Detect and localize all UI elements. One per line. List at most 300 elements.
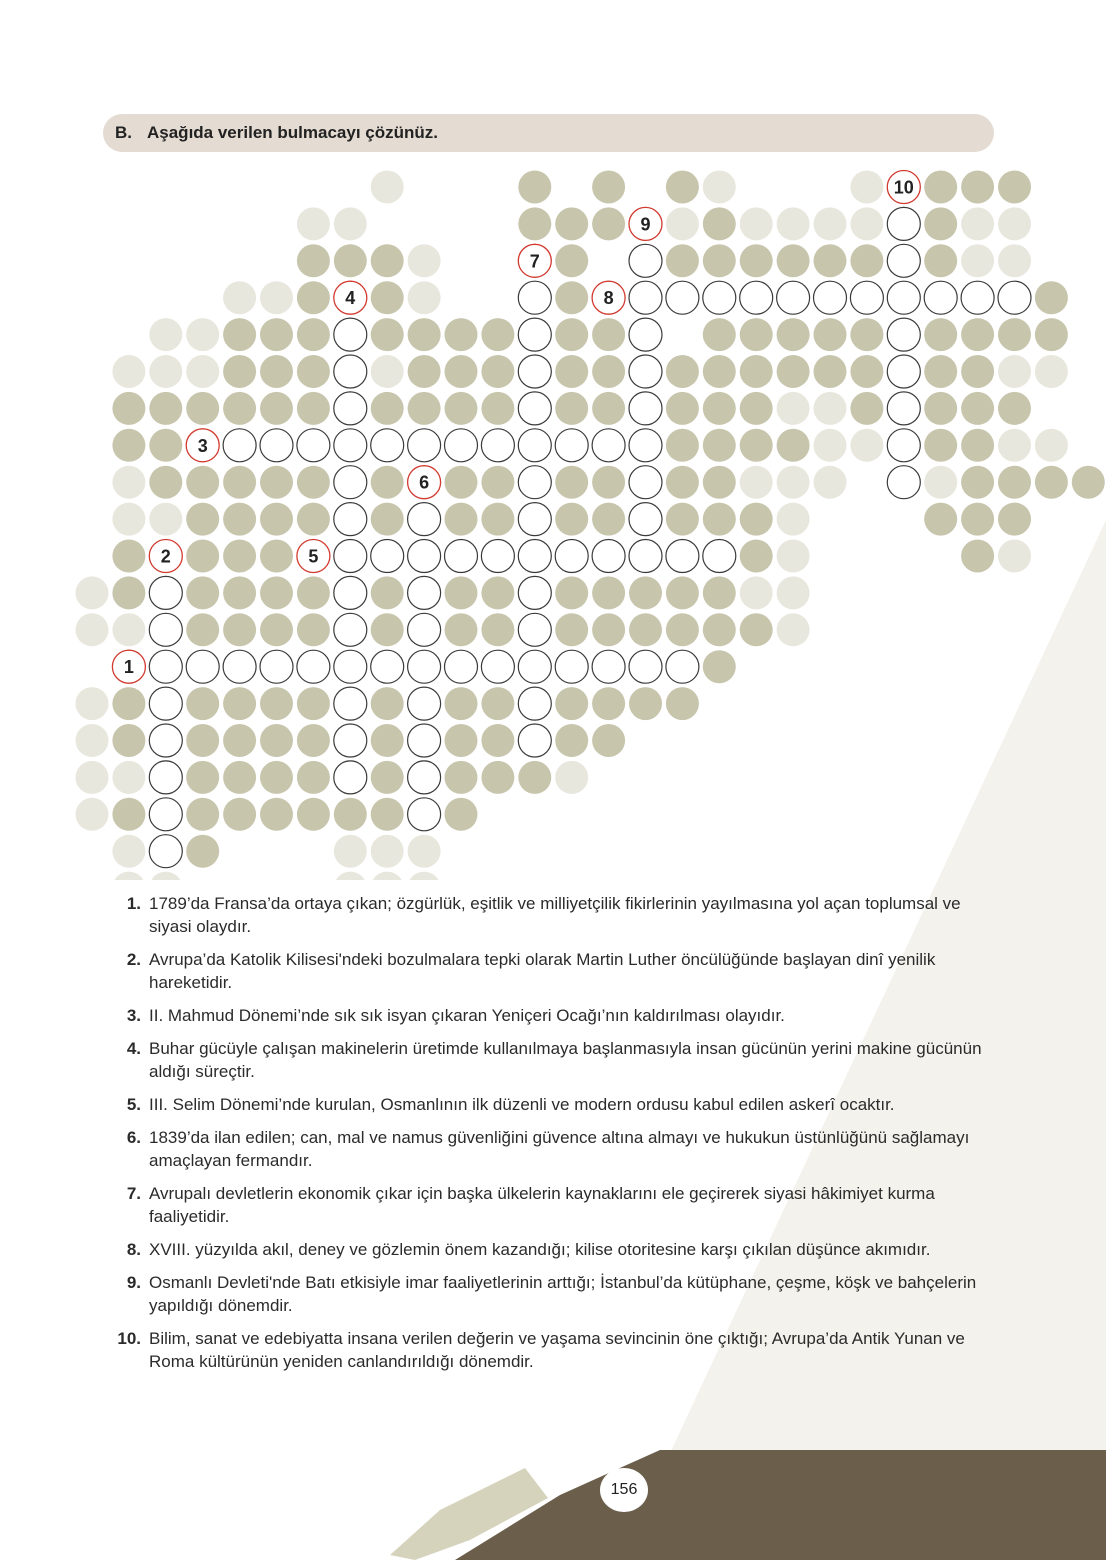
answer-cell[interactable] <box>260 429 293 462</box>
decorative-dot <box>334 207 367 240</box>
answer-cell[interactable] <box>297 650 330 683</box>
clue-number-label: 3 <box>197 435 208 456</box>
clue-item <box>108 1238 988 1261</box>
decorative-dot <box>186 687 219 720</box>
decorative-dot <box>223 318 256 351</box>
answer-cell[interactable] <box>334 576 367 609</box>
decorative-dot <box>1035 466 1068 499</box>
decorative-dot <box>371 835 404 868</box>
answer-cell[interactable] <box>629 466 662 499</box>
answer-cell[interactable] <box>445 540 478 573</box>
decorative-dot <box>814 466 847 499</box>
decorative-dot <box>186 355 219 388</box>
answer-cell[interactable] <box>961 281 994 314</box>
decorative-dot <box>703 466 736 499</box>
answer-cell[interactable] <box>408 429 441 462</box>
clue-number-label: 9 <box>640 214 651 235</box>
decorative-dot <box>334 872 367 880</box>
answer-cell[interactable] <box>149 613 182 646</box>
answer-cell[interactable] <box>592 429 625 462</box>
decorative-dot <box>666 429 699 462</box>
answer-cell[interactable] <box>334 318 367 351</box>
answer-cell[interactable] <box>518 650 551 683</box>
decorative-dot <box>555 355 588 388</box>
answer-cell[interactable] <box>334 761 367 794</box>
decorative-dot <box>260 613 293 646</box>
answer-cell[interactable] <box>887 318 920 351</box>
decorative-dot <box>112 429 145 462</box>
answer-cell[interactable] <box>887 355 920 388</box>
decorative-dot <box>186 835 219 868</box>
decorative-dot <box>777 576 810 609</box>
decorative-dot <box>814 355 847 388</box>
decorative-dot <box>1035 429 1068 462</box>
decorative-dot <box>371 171 404 204</box>
decorative-dot <box>260 318 293 351</box>
decorative-dot <box>371 761 404 794</box>
clue-item <box>108 892 988 938</box>
decorative-dot <box>371 503 404 536</box>
answer-cell[interactable] <box>777 281 810 314</box>
clue-number: 2. <box>126 950 141 969</box>
decorative-dot <box>518 761 551 794</box>
decorative-dot <box>260 540 293 573</box>
answer-cell[interactable] <box>334 613 367 646</box>
decorative-dot <box>297 761 330 794</box>
clue-item <box>108 1004 988 1027</box>
decorative-dot <box>740 318 773 351</box>
decorative-dot <box>186 613 219 646</box>
clue-number: 8. <box>126 1240 141 1259</box>
decorative-dot <box>555 318 588 351</box>
answer-cell[interactable] <box>629 355 662 388</box>
answer-cell[interactable] <box>149 798 182 831</box>
decorative-dot <box>666 207 699 240</box>
answer-cell[interactable] <box>223 650 256 683</box>
answer-cell[interactable] <box>629 540 662 573</box>
decorative-dot <box>260 466 293 499</box>
section-instruction: Aşağıda verilen bulmacayı çözünüz. <box>147 123 438 142</box>
decorative-dot <box>703 244 736 277</box>
decorative-dot <box>555 503 588 536</box>
answer-cell[interactable] <box>408 761 441 794</box>
answer-cell[interactable] <box>223 429 256 462</box>
answer-cell[interactable] <box>408 650 441 683</box>
decorative-dot <box>555 724 588 757</box>
decorative-dot <box>445 724 478 757</box>
answer-cell[interactable] <box>334 392 367 425</box>
answer-cell[interactable] <box>408 503 441 536</box>
answer-cell[interactable] <box>666 281 699 314</box>
answer-cell[interactable] <box>629 318 662 351</box>
decorative-dot <box>555 207 588 240</box>
answer-cell[interactable] <box>481 429 514 462</box>
decorative-dot <box>334 244 367 277</box>
answer-cell[interactable] <box>629 650 662 683</box>
answer-cell[interactable] <box>518 503 551 536</box>
decorative-dot <box>445 687 478 720</box>
decorative-dot <box>297 392 330 425</box>
answer-cell[interactable] <box>149 724 182 757</box>
decorative-dot <box>260 761 293 794</box>
decorative-dot <box>1072 466 1105 499</box>
decorative-dot <box>666 392 699 425</box>
decorative-dot <box>149 355 182 388</box>
clue-number-label: 10 <box>893 177 914 198</box>
decorative-dot <box>112 835 145 868</box>
answer-cell[interactable] <box>518 466 551 499</box>
answer-cell[interactable] <box>666 540 699 573</box>
decorative-dot <box>666 244 699 277</box>
decorative-dot <box>850 318 883 351</box>
decorative-dot <box>445 798 478 831</box>
answer-cell[interactable] <box>629 429 662 462</box>
footer-dark-stripe <box>455 1450 1106 1560</box>
decorative-dot <box>223 613 256 646</box>
decorative-dot <box>777 318 810 351</box>
decorative-dot <box>223 761 256 794</box>
answer-cell[interactable] <box>518 687 551 720</box>
clue-number-label: 4 <box>345 288 356 309</box>
decorative-dot <box>76 613 109 646</box>
answer-cell[interactable] <box>924 281 957 314</box>
decorative-dot <box>371 281 404 314</box>
answer-cell[interactable] <box>334 540 367 573</box>
answer-cell[interactable] <box>408 798 441 831</box>
clue-number: 3. <box>126 1006 141 1025</box>
clue-item <box>108 1271 988 1317</box>
clue-number: 5. <box>126 1095 141 1114</box>
decorative-dot <box>518 171 551 204</box>
clue-number-label: 6 <box>419 472 430 493</box>
decorative-dot <box>297 613 330 646</box>
decorative-dot <box>260 687 293 720</box>
answer-cell[interactable] <box>334 503 367 536</box>
answer-cell[interactable] <box>371 540 404 573</box>
clue-text: Osmanlı Devleti'nde Batı etkisiyle imar faaliyetlerinin arttığı; İstanbul’da kütüphane, çeşme, köşk ve bahçelerin yapıldığı dönemdir. <box>149 1273 977 1315</box>
clue-number: 9. <box>126 1273 141 1292</box>
answer-cell[interactable] <box>814 281 847 314</box>
decorative-dot <box>371 576 404 609</box>
decorative-dot <box>666 466 699 499</box>
decorative-dot <box>445 318 478 351</box>
answer-cell[interactable] <box>592 540 625 573</box>
decorative-dot <box>112 872 145 880</box>
clue-number-label: 7 <box>529 251 540 272</box>
clue-list <box>108 892 988 1383</box>
answer-cell[interactable] <box>334 724 367 757</box>
decorative-dot <box>850 355 883 388</box>
decorative-dot <box>223 687 256 720</box>
answer-cell[interactable] <box>703 281 736 314</box>
clue-number-label: 2 <box>160 546 171 567</box>
decorative-dot <box>703 171 736 204</box>
decorative-dot <box>666 576 699 609</box>
decorative-dot <box>703 429 736 462</box>
decorative-dot <box>555 761 588 794</box>
decorative-dot <box>186 318 219 351</box>
answer-cell[interactable] <box>334 355 367 388</box>
answer-cell[interactable] <box>334 429 367 462</box>
answer-cell[interactable] <box>887 429 920 462</box>
answer-cell[interactable] <box>555 429 588 462</box>
decorative-dot <box>112 576 145 609</box>
answer-cell[interactable] <box>518 281 551 314</box>
decorative-dot <box>592 392 625 425</box>
decorative-dot <box>297 355 330 388</box>
answer-cell[interactable] <box>592 650 625 683</box>
decorative-dot <box>260 724 293 757</box>
decorative-dot <box>777 613 810 646</box>
clue-text: Buhar gücüyle çalışan makinelerin üretimde kullanılmaya başlanmasıyla insan gücünün yerini makine gücünün aldığı süreçtir. <box>149 1039 982 1081</box>
clue-number-label: 1 <box>123 657 134 678</box>
decorative-dot <box>260 576 293 609</box>
answer-cell[interactable] <box>887 281 920 314</box>
clue-number: 7. <box>126 1184 141 1203</box>
decorative-dot <box>186 576 219 609</box>
answer-cell[interactable] <box>629 503 662 536</box>
decorative-dot <box>112 761 145 794</box>
decorative-dot <box>481 724 514 757</box>
answer-cell[interactable] <box>518 429 551 462</box>
decorative-dot <box>666 355 699 388</box>
decorative-dot <box>555 244 588 277</box>
decorative-dot <box>592 503 625 536</box>
answer-cell[interactable] <box>518 613 551 646</box>
answer-cell[interactable] <box>408 687 441 720</box>
decorative-dot <box>186 540 219 573</box>
answer-cell[interactable] <box>408 724 441 757</box>
decorative-dot <box>223 798 256 831</box>
decorative-dot <box>924 244 957 277</box>
decorative-dot <box>76 576 109 609</box>
decorative-dot <box>703 503 736 536</box>
decorative-dot <box>961 429 994 462</box>
answer-cell[interactable] <box>149 761 182 794</box>
answer-cell[interactable] <box>740 281 773 314</box>
answer-cell[interactable] <box>887 466 920 499</box>
decorative-dot <box>740 613 773 646</box>
clue-item <box>108 1093 988 1116</box>
decorative-dot <box>961 503 994 536</box>
answer-cell[interactable] <box>260 650 293 683</box>
decorative-dot <box>924 392 957 425</box>
decorative-dot <box>223 576 256 609</box>
answer-cell[interactable] <box>518 576 551 609</box>
decorative-dot <box>223 281 256 314</box>
decorative-dot <box>924 171 957 204</box>
decorative-dot <box>555 687 588 720</box>
decorative-dot <box>777 392 810 425</box>
decorative-dot <box>408 355 441 388</box>
decorative-dot <box>297 724 330 757</box>
decorative-dot <box>998 466 1031 499</box>
answer-cell[interactable] <box>445 650 478 683</box>
decorative-dot <box>371 872 404 880</box>
decorative-dot <box>297 281 330 314</box>
decorative-dot <box>740 429 773 462</box>
decorative-dot <box>555 576 588 609</box>
decorative-dot <box>481 576 514 609</box>
decorative-dot <box>112 613 145 646</box>
decorative-dot <box>740 503 773 536</box>
answer-cell[interactable] <box>408 576 441 609</box>
decorative-dot <box>149 392 182 425</box>
answer-cell[interactable] <box>481 540 514 573</box>
clue-number: 6. <box>126 1128 141 1147</box>
answer-cell[interactable] <box>518 318 551 351</box>
decorative-dot <box>666 613 699 646</box>
answer-cell[interactable] <box>408 613 441 646</box>
decorative-dot <box>260 281 293 314</box>
answer-cell[interactable] <box>149 650 182 683</box>
decorative-dot <box>998 355 1031 388</box>
decorative-dot <box>481 761 514 794</box>
decorative-dot <box>592 466 625 499</box>
decorative-dot <box>703 207 736 240</box>
answer-cell[interactable] <box>518 724 551 757</box>
answer-cell[interactable] <box>334 466 367 499</box>
decorative-dot <box>112 798 145 831</box>
answer-cell[interactable] <box>666 650 699 683</box>
answer-cell[interactable] <box>445 429 478 462</box>
decorative-dot <box>740 540 773 573</box>
decorative-dot <box>371 687 404 720</box>
answer-cell[interactable] <box>887 207 920 240</box>
answer-cell[interactable] <box>518 392 551 425</box>
decorative-dot <box>814 244 847 277</box>
answer-cell[interactable] <box>518 355 551 388</box>
decorative-dot <box>518 207 551 240</box>
decorative-dot <box>703 650 736 683</box>
decorative-dot <box>112 355 145 388</box>
answer-cell[interactable] <box>186 650 219 683</box>
decorative-dot <box>297 687 330 720</box>
section-letter: B. <box>115 123 132 142</box>
decorative-dot <box>703 576 736 609</box>
decorative-dot <box>998 318 1031 351</box>
decorative-dot <box>297 503 330 536</box>
decorative-dot <box>481 503 514 536</box>
clue-item <box>108 948 988 994</box>
decorative-dot <box>592 318 625 351</box>
decorative-dot <box>223 392 256 425</box>
answer-cell[interactable] <box>371 429 404 462</box>
decorative-dot <box>961 318 994 351</box>
decorative-dot <box>850 392 883 425</box>
decorative-dot <box>112 687 145 720</box>
clue-item <box>108 1037 988 1083</box>
decorative-dot <box>555 466 588 499</box>
decorative-dot <box>334 798 367 831</box>
answer-cell[interactable] <box>887 244 920 277</box>
clue-text: 1789’da Fransa’da ortaya çıkan; özgürlük, eşitlik ve milliyetçilik fikirlerinin yayılmasına yol açan toplumsal ve siyasi olaydır. <box>149 894 961 936</box>
decorative-dot <box>186 724 219 757</box>
decorative-dot <box>777 466 810 499</box>
decorative-dot <box>814 392 847 425</box>
decorative-dot <box>408 281 441 314</box>
decorative-dot <box>629 687 662 720</box>
decorative-dot <box>998 207 1031 240</box>
decorative-dot <box>814 429 847 462</box>
answer-cell[interactable] <box>629 281 662 314</box>
clue-item <box>108 1126 988 1172</box>
answer-cell[interactable] <box>703 540 736 573</box>
answer-cell[interactable] <box>998 281 1031 314</box>
answer-cell[interactable] <box>371 650 404 683</box>
decorative-dot <box>555 281 588 314</box>
decorative-dot <box>666 503 699 536</box>
decorative-dot <box>777 355 810 388</box>
answer-cell[interactable] <box>408 540 441 573</box>
answer-cell[interactable] <box>334 687 367 720</box>
decorative-dot <box>186 798 219 831</box>
decorative-dot <box>112 392 145 425</box>
answer-cell[interactable] <box>555 540 588 573</box>
clue-number: 4. <box>126 1039 141 1058</box>
decorative-dot <box>592 613 625 646</box>
decorative-dot <box>481 355 514 388</box>
decorative-dot <box>777 244 810 277</box>
answer-cell[interactable] <box>481 650 514 683</box>
decorative-dot <box>850 429 883 462</box>
decorative-dot <box>112 466 145 499</box>
answer-cell[interactable] <box>555 650 588 683</box>
answer-cell[interactable] <box>629 392 662 425</box>
decorative-dot <box>223 540 256 573</box>
decorative-dot <box>961 392 994 425</box>
answer-cell[interactable] <box>887 392 920 425</box>
decorative-dot <box>777 503 810 536</box>
clue-text: Bilim, sanat ve edebiyatta insana verilen değerin ve yaşama sevincinin öne çıktığı; Avrupa’da Antik Yunan ve Roma kültürünün yeniden canlandırıldığı dönemdir. <box>149 1329 965 1371</box>
answer-cell[interactable] <box>149 687 182 720</box>
decorative-dot <box>592 355 625 388</box>
decorative-dot <box>924 355 957 388</box>
decorative-dot <box>740 355 773 388</box>
decorative-dot <box>740 244 773 277</box>
decorative-dot <box>408 835 441 868</box>
page-number: 156 <box>600 1468 648 1512</box>
clue-text: II. Mahmud Dönemi’nde sık sık isyan çıkaran Yeniçeri Ocağı’nın kaldırılması olayıdır. <box>149 1006 785 1025</box>
decorative-dot <box>186 392 219 425</box>
decorative-dot <box>481 466 514 499</box>
answer-cell[interactable] <box>149 576 182 609</box>
decorative-dot <box>629 613 662 646</box>
answer-cell[interactable] <box>850 281 883 314</box>
decorative-dot <box>408 392 441 425</box>
decorative-dot <box>260 503 293 536</box>
answer-cell[interactable] <box>149 835 182 868</box>
decorative-dot <box>445 613 478 646</box>
decorative-dot <box>334 835 367 868</box>
decorative-dot <box>592 207 625 240</box>
decorative-dot <box>924 466 957 499</box>
decorative-dot <box>260 355 293 388</box>
answer-cell[interactable] <box>629 244 662 277</box>
decorative-dot <box>297 207 330 240</box>
decorative-dot <box>445 355 478 388</box>
answer-cell[interactable] <box>297 429 330 462</box>
answer-cell[interactable] <box>334 650 367 683</box>
decorative-dot <box>371 466 404 499</box>
decorative-dot <box>555 392 588 425</box>
decorative-dot <box>961 171 994 204</box>
decorative-dot <box>445 466 478 499</box>
decorative-dot <box>592 171 625 204</box>
decorative-dot <box>703 318 736 351</box>
answer-cell[interactable] <box>518 540 551 573</box>
decorative-dot <box>223 355 256 388</box>
